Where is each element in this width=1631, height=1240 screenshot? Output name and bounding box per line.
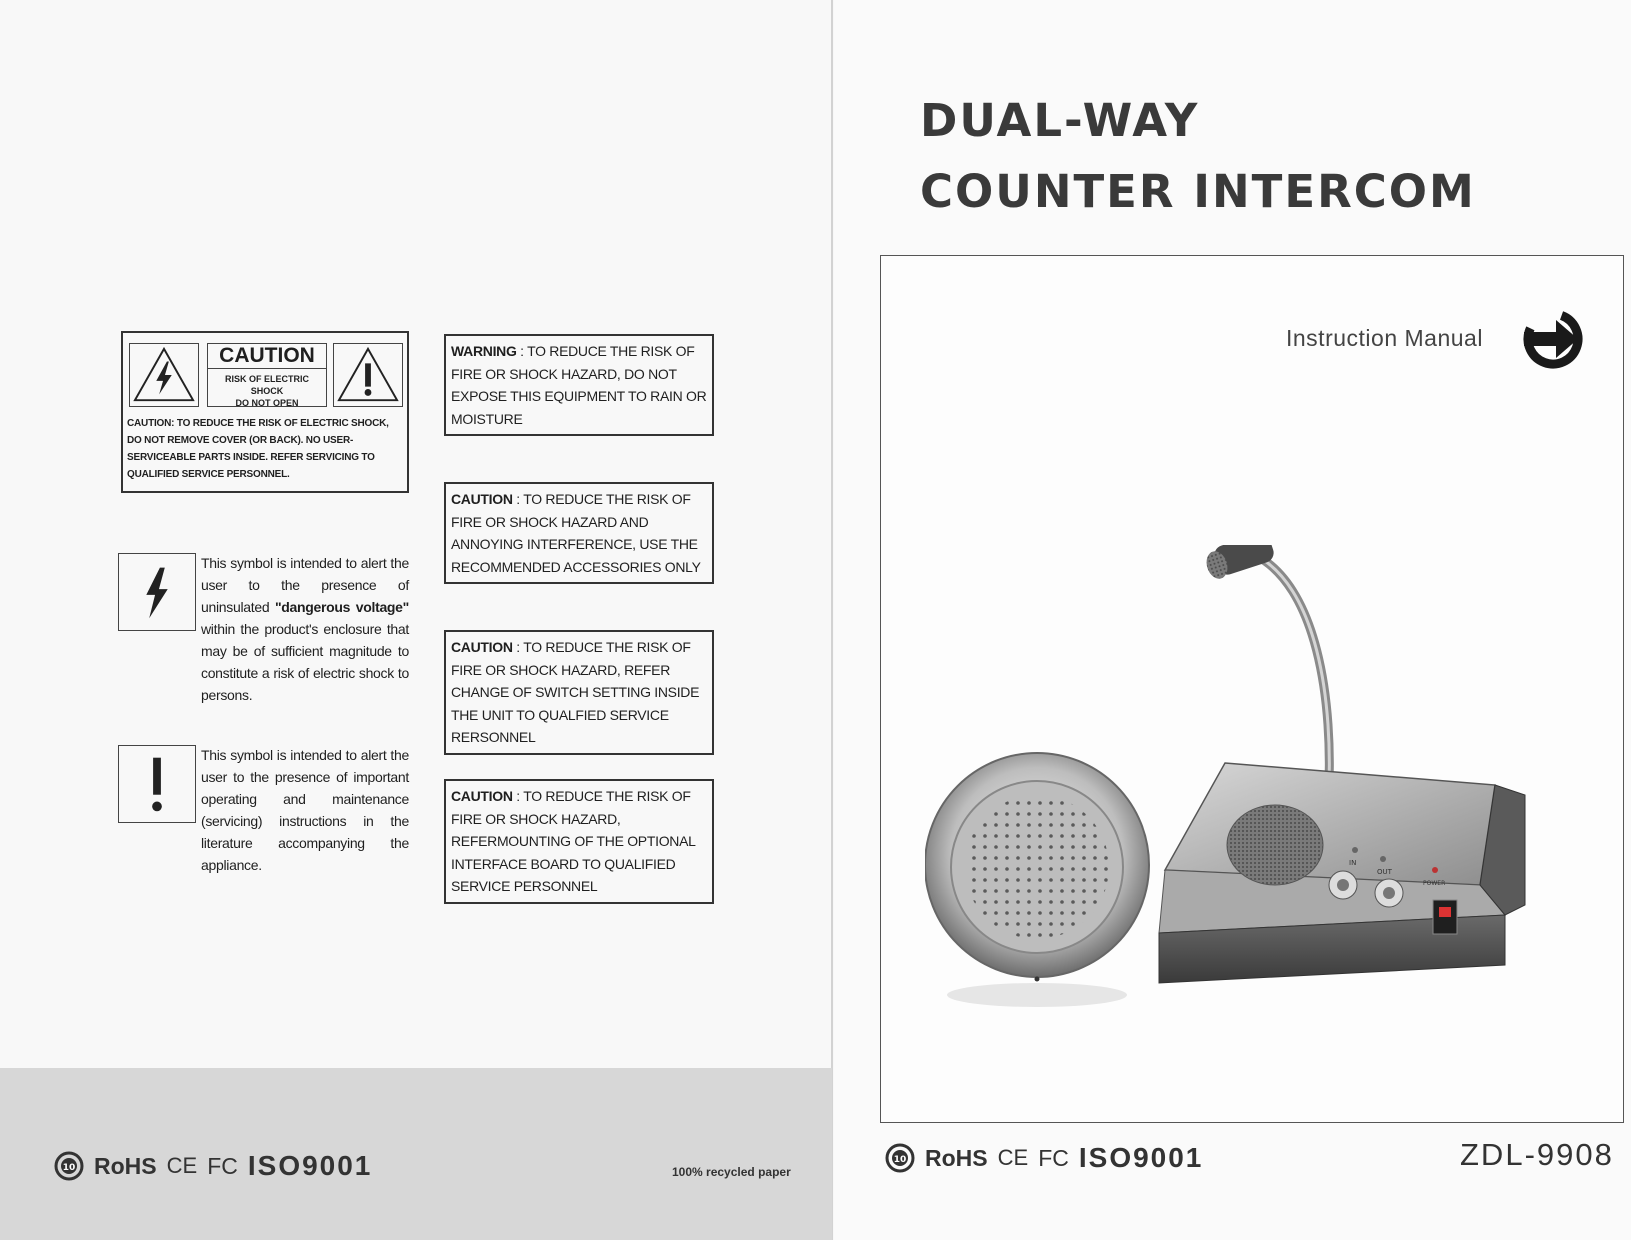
caution-text: : TO REDUCE THE RISK OF FIRE OR SHOCK HAZARD, REFERMOUNTING OF THE OPTIONAL INTERFACE BOARD TO QUALIFIED SERVICE PERSONNEL	[451, 788, 696, 894]
out-indicator-label: OUT	[1377, 868, 1392, 876]
ce-mark: CE	[166, 1153, 198, 1178]
symbol-text-part: within the product's enclosure that may be of sufficient magnitude to constitute a risk of electric shock to persons.	[201, 621, 409, 703]
caution-box-switch	[444, 630, 714, 755]
eco-label-icon	[54, 1151, 84, 1181]
caution-box-accessories	[444, 482, 714, 584]
dangerous-voltage-emphasis: "dangerous voltage"	[274, 599, 410, 615]
caution-subtitle-line1: RISK OF ELECTRIC SHOCK	[224, 374, 309, 396]
electric-shock-caution-panel	[121, 331, 409, 493]
eco-mark-number: 10	[62, 1163, 76, 1173]
iso-mark: ISO9001	[1078, 1142, 1204, 1173]
symbol-text-part: This symbol is intended to alert the user to the presence of uninsulated	[201, 555, 409, 615]
in-indicator-label: IN	[1349, 859, 1357, 867]
iso-mark: ISO9001	[247, 1150, 373, 1181]
warning-text: : TO REDUCE THE RISK OF FIRE OR SHOCK HAZARD, DO NOT EXPOSE THIS EQUIPMENT TO RAIN OR MOISTURE	[451, 343, 707, 427]
eco-mark-number: 10	[893, 1155, 907, 1165]
caution-text: : TO REDUCE THE RISK OF FIRE OR SHOCK HAZARD AND ANNOYING INTERFERENCE, USE THE RECOMMENDED ACCESSORIES ONLY	[451, 491, 701, 575]
exclamation-icon	[118, 745, 196, 823]
maintenance-instructions-explanation: This symbol is intended to alert the user to the presence of important operating and maintenance (servicing) instructions in the literature accompanying the appliance.	[201, 747, 409, 873]
caution-subtitle-line2: DO NOT OPEN	[235, 398, 299, 408]
lightning-bolt-icon	[118, 553, 196, 631]
warning-lead: WARNING	[451, 343, 517, 359]
model-number: ZDL-9908	[1460, 1137, 1614, 1172]
caution-lead: CAUTION	[451, 788, 513, 804]
right-certifications	[885, 1142, 1203, 1174]
fc-mark: FC	[1038, 1144, 1069, 1171]
fc-mark: FC	[207, 1152, 238, 1179]
eco-label-icon	[885, 1143, 915, 1173]
electric-shock-caution-text: CAUTION: TO REDUCE THE RISK OF ELECTRIC SHOCK, DO NOT REMOVE COVER (OR BACK). NO USER-SERVICEABLE PARTS INSIDE. REFER SERVICING TO QUALIFIED SERVICE PERSONNEL.	[127, 418, 389, 480]
instruction-manual-label: Instruction Manual	[1286, 325, 1483, 351]
rohs-mark: RoHS	[925, 1144, 988, 1171]
power-indicator-label: POWER	[1423, 880, 1446, 887]
caution-lead: CAUTION	[451, 639, 513, 655]
caution-lead: CAUTION	[451, 491, 513, 507]
ce-mark: CE	[997, 1145, 1029, 1170]
lightning-warning-triangle-icon	[129, 343, 199, 407]
recycled-paper-note: 100% recycled paper	[672, 1165, 791, 1179]
rohs-mark: RoHS	[94, 1152, 157, 1179]
title-line-2: COUNTER INTERCOM	[920, 165, 1476, 218]
arrow-right-icon	[1522, 308, 1584, 370]
caution-label-box	[207, 343, 327, 407]
caution-text: : TO REDUCE THE RISK OF FIRE OR SHOCK HAZARD, REFER CHANGE OF SWITCH SETTING INSIDE THE UNIT TO QUALFIED SERVICE RERSONNEL	[451, 639, 700, 745]
intercom-product-illustration	[925, 545, 1570, 1055]
title-line-1: DUAL-WAY	[920, 94, 1200, 147]
left-certifications	[54, 1150, 372, 1182]
warning-box-rain	[444, 334, 714, 436]
page-fold-divider	[831, 0, 833, 1240]
caution-box-interface-board	[444, 779, 714, 904]
caution-title: CAUTION	[208, 344, 326, 369]
exclamation-warning-triangle-icon	[333, 343, 403, 407]
intercom-base-unit	[1159, 763, 1525, 983]
dangerous-voltage-explanation	[201, 552, 409, 706]
external-speaker	[925, 753, 1149, 1007]
